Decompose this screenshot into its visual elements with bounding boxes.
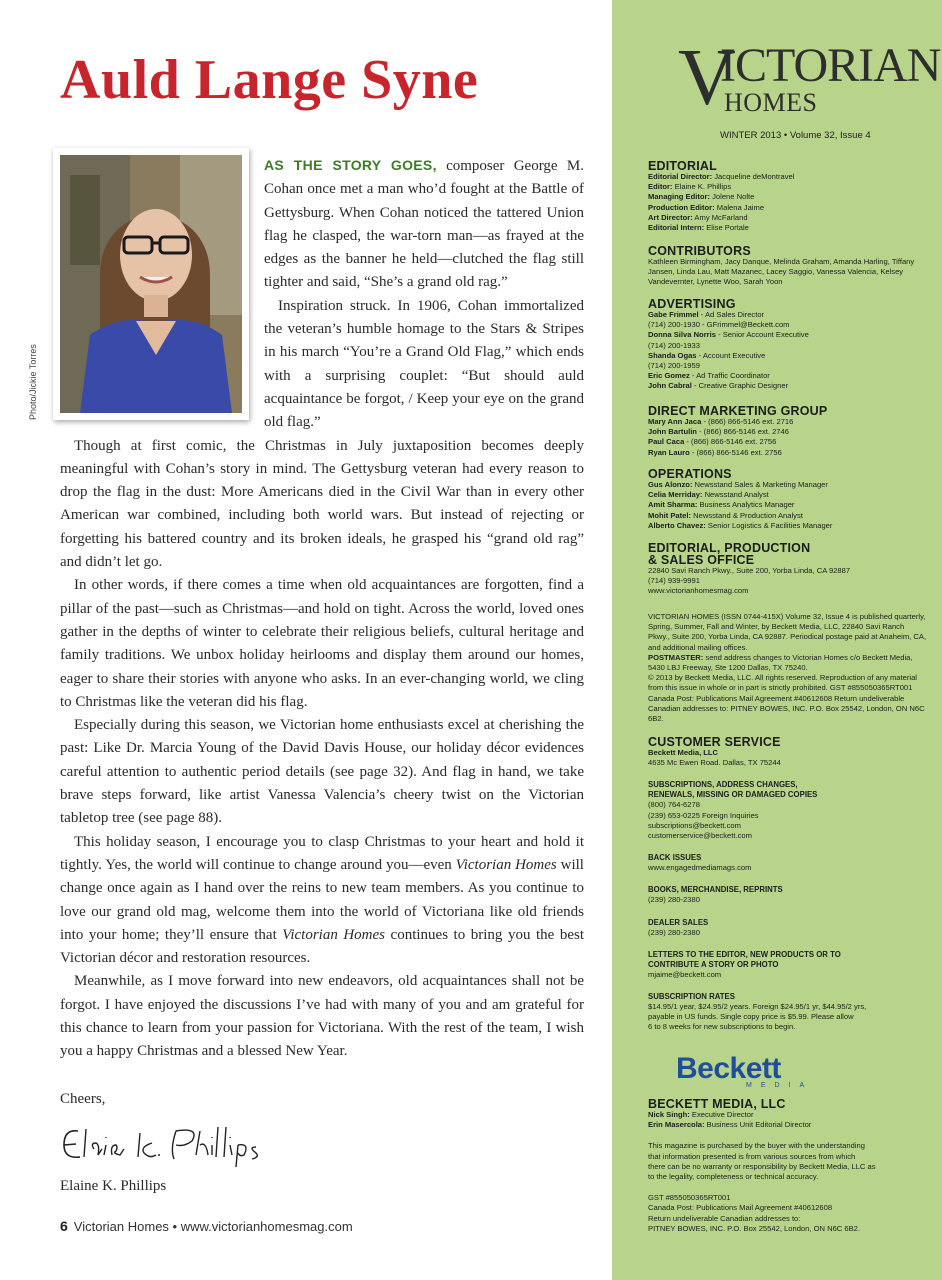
footer-text: Victorian Homes • www.victorianhomesmag.com: [73, 1219, 353, 1234]
operations-section: OPERATIONS Gus Alonzo: Newsstand Sales & Marketing Manager Celia Merriday: Newsstand Analyst Amit Sharma: Business Analytics Manager Mohit Patel: Newsstand & Production Analyst Alberto Chavez: Senior Logistics & Facilities Manager: [648, 467, 833, 530]
issue-info: WINTER 2013 • Volume 32, Issue 4: [720, 130, 871, 141]
article-title: Auld Lange Syne: [60, 49, 479, 111]
paragraph: Meanwhile, as I move forward into new endeavors, old acquaintances shall not be forgot. I have enjoyed the discussions I’ve had with many of you and am grateful for this chance to learn from your passion for Victoriana. With the rest of the team, I wish you a happy Christmas and a blessed New Year.: [60, 973, 584, 1060]
handwritten-signature: [60, 1119, 290, 1169]
beckett-media-logo: Beckett MEDIA: [676, 1052, 814, 1089]
editorial-section: EDITORIAL Editorial Director: Jacqueline deMontravel Editor: Elaine K. Phillips Managing Editor: Jolene Nolte Production Editor: Malena Jaime Art Director: Amy McFarland Editorial Intern: Elise Portale: [648, 159, 795, 233]
customerservice-email-link[interactable]: customerservice@beckett.com: [648, 831, 752, 841]
article-body: [60, 154, 584, 1198]
page-number: 6: [60, 1218, 68, 1234]
author-name: Elaine K. Phillips: [60, 1177, 167, 1194]
paragraph: Though at first comic, the Christmas in July juxtaposition becomes deeply meaningful with Cohan’s story in mind. The Gettysburg veteran had every reason to drop the flag in the dust: More Americans died in the Civil War than in every other American war combined, including both world wars. But instead of rejecting or forgetting his battered country and its broken ideals, he grasped his “grand old rag” and didn’t let go.: [60, 437, 584, 571]
legal-notice: VICTORIAN HOMES (ISSN 0744-415X) Volume 32, Issue 4 is published quarterly, Spring, Summer, Fall and Winter, by Beckett Media, LLC, 22840 Savi Ranch Pkwy., Suite 200, Yorba Linda, CA 92887. Periodical postage paid at Anaheim, CA, and additional mailing offices. POSTMASTER: send address changes to Victorian Homes c/o Beckett Media, 5430 LBJ Freeway, Ste 1200 Dallas, TX 75240. © 2013 by Beckett Media, LLC. All rights reserved. Reproduction of any material from this issue in whole or in part is strictly prohibited. GST #855050365RT001 Canada Post: Publications Mail Agreement #40612608 Return undeliverable Canadian addresses to: PITNEY BOWES, INC. P.O. Box 25542, London, ON N6C 6B2.: [648, 612, 927, 724]
editor-email-link[interactable]: mjaime@beckett.com: [648, 969, 722, 979]
direct-marketing-section: DIRECT MARKETING GROUP Mary Ann Jaca - (866) 866-5146 ext. 2716 John Bartulin - (866) 866-5146 ext. 2746 Paul Caca - (866) 866-5146 ext. 2756 Ryan Lauro - (866) 866-5146 ext. 2756: [648, 404, 828, 457]
advertising-section: ADVERTISING Gabe Frimmel - Ad Sales Director (714) 200-1930 - GFrimmel@Beckett.com Donna Silva Norris - Senior Account Executive (714) 200-1933 Shanda Ogas - Account Executive (714) 200-1959 Eric Gomez - Ad Traffic Coordinator John Cabral - Creative Graphic Designer: [648, 297, 809, 391]
page-footer: [60, 1218, 353, 1234]
beckett-section: BECKETT MEDIA, LLC Nick Singh: Executive Director Erin Masercola: Business Unit Editorial Director This magazine is purchased by the buyer with the understanding that information presented is from various sources from which there can be no warranty or responsibility by Beckett Media, LLC as to the legality, completeness or technical accuracy. GST #855050365RT001 Canada Post: Publications Mail Agreement #40612608 Return undeliverable Canadian addresses to: PITNEY BOWES, INC. P.O. Box 25542, London, ON N6C 6B2.: [648, 1097, 876, 1233]
subscriptions-email-link[interactable]: subscriptions@beckett.com: [648, 820, 741, 830]
paragraph: This holiday season, I encourage you to clasp Christmas to your heart and hold it tightly. Yes, the world will continue to change around you—even Victorian Homes will change once again as I hand over the reins to new team members. As you continue to love our grand old mag, welcome them into the world of Victoriana like old friends into your home; they’ll ensure that Victorian Homes continues to bring you the best Victorian décor and restoration resources.: [60, 833, 584, 967]
masthead-column: [612, 0, 942, 1280]
customer-service-section: CUSTOMER SERVICE Beckett Media, LLC 4635 Mc Ewen Road. Dallas, TX 75244 SUBSCRIPTIONS, ADDRESS CHANGES, RENEWALS, MISSING OR DAMAGED COPIES (800) 764-6278 (239) 653-0225 Foreign Inquiries subscriptions@beckett.com customerservice@beckett.com BACK ISSUES www.engagedmediamags.com BOOKS, MERCHANDISE, REPRINTS (239) 280-2380 DEALER SALES (239) 280-2380 LETTERS TO THE EDITOR, NEW PRODUCTS OR TO CONTRIBUTE A STORY OR PHOTO mjaime@beckett.com SUBSCRIPTION RATES $14.95/1 year, $24.95/2 years. Foreign $24.95/1 yr, $44.95/2 yrs, payable in US funds. Single copy price is $5.99. Please allow 6 to 8 weeks for new subscriptions to begin.: [648, 736, 928, 1033]
paragraph: AS THE STORY GOES, composer George M. Cohan once met a man who’d fought at the Battle of Gettysburg. When Cohan noticed the tattered Union flag he clasped, the war-torn man—as frayed at the edges as the banner he held—clutched the flag still tighter and said, “She’s a grand old rag.”: [264, 157, 584, 291]
contributors-section: CONTRIBUTORS Kathleen Birmingham, Jacy Danque, Melinda Graham, Amanda Harling, Tiffany Jansen, Linda Lau, Matt Mazanec, Lacey Saggio, Vanessa Valencia, Kelsey Vandevernter, Lynette Woo, Sarah Yoon: [648, 244, 915, 287]
victorian-homes-logo: V ICTORIAN HOMES: [678, 34, 941, 122]
photo-credit: Photo/Jickie Torres: [28, 344, 38, 420]
lead-in: AS THE STORY GOES,: [264, 157, 437, 173]
paragraph: In other words, if there comes a time when old acquaintances are forgotten, find a pillar of the past—such as Christmas—and hold on tight. Across the world, loved ones gather in the depths of winter to celebrate their religious beliefs, cultural heritage and family traditions. We unbox holiday heirlooms and display them around our homes, eager to share their stories with anyone who asks. In an ever-changing world, we cling to Christmas like the veteran did his flag.: [60, 577, 584, 710]
closing: Cheers,: [60, 1090, 106, 1107]
paragraph: Inspiration struck. In 1906, Cohan immortalized the veteran’s humble homage to the Stars & Stripes in his march “You’re a Grand Old Flag,” which ends with a surprising couplet: “But should auld acquaintance be forgot, / Keep your eye on the grand old flag.”: [264, 297, 584, 431]
back-issues-link[interactable]: www.engagedmediamags.com: [648, 863, 752, 873]
paragraph: Especially during this season, we Victorian home enthusiasts excel at cherishing the past: Like Dr. Marcia Young of the David Davis House, our holiday décor evidences careful attention to authentic period details (see page 32). And flag in hand, we take brave steps forward, like artist Vanessa Valencia’s cheery twist on the Victorian tabletop tree (see page 88).: [60, 717, 584, 827]
svg-text:Elaine K. Phillips: Elaine K. Phillips: [60, 1118, 68, 1120]
office-section: EDITORIAL, PRODUCTION & SALES OFFICE 22840 Savi Ranch Pkwy., Suite 200, Yorba Linda, CA 92887 (714) 939-9991 www.victorianhomesmag.com: [648, 541, 851, 596]
